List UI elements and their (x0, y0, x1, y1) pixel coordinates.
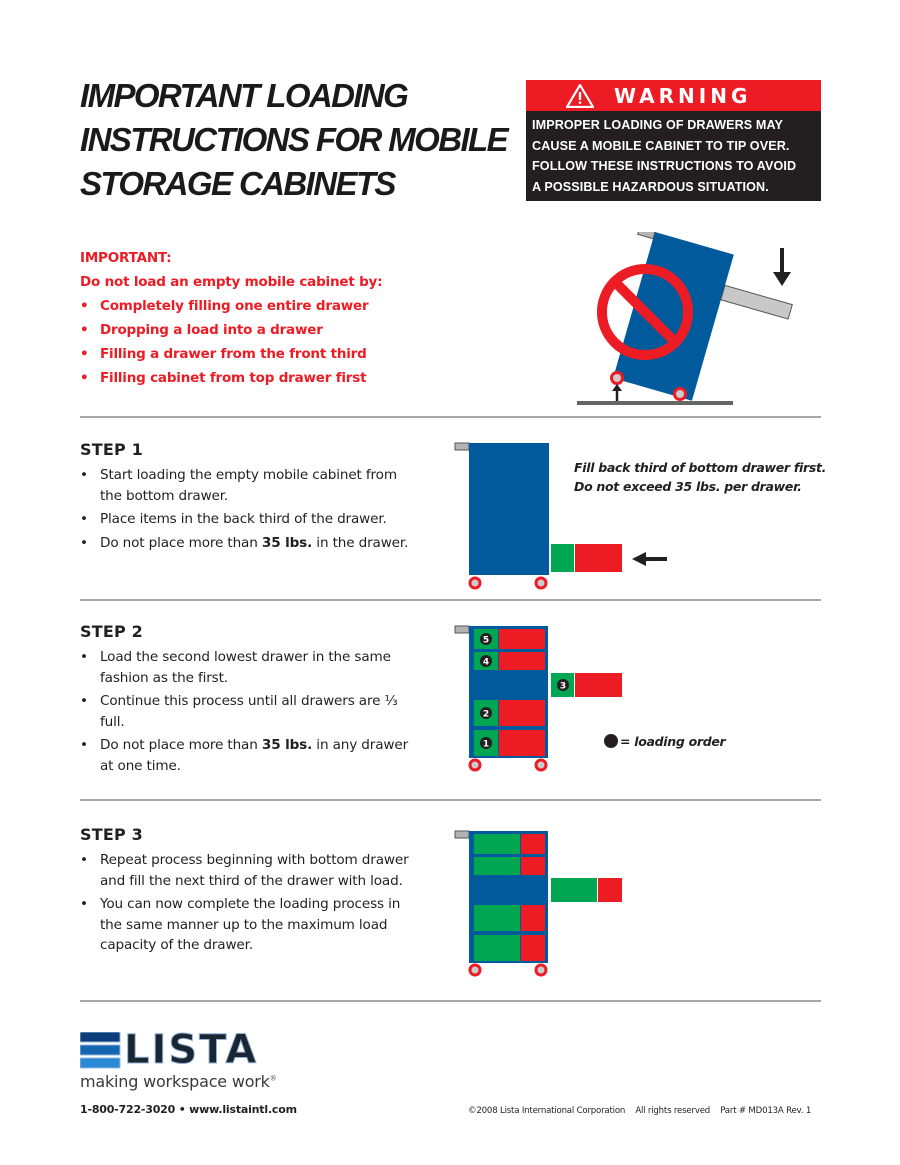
list-item-text: Repeat process beginning with bottom drawer and fill the next third of the drawer with load. (100, 852, 409, 889)
caption-line: Do not exceed 35 lbs. per drawer. (574, 479, 802, 494)
down-arrow-head (773, 272, 791, 286)
logo-stripes-icon (80, 1032, 122, 1070)
step-2 (80, 622, 410, 779)
step-1-caption (574, 458, 826, 496)
title-line-3: STORAGE CABINETS (80, 165, 395, 202)
warning-heading: WARNING (614, 83, 752, 108)
warning-line: CAUSE A MOBILE CABINET TO TIP OVER. (532, 138, 790, 153)
divider (80, 599, 821, 601)
bullet: • (80, 737, 88, 753)
text-segment: in the drawer. (312, 534, 409, 551)
list-item-text: Filling a drawer from the front third (100, 346, 367, 362)
text-segment: in any drawer at one time. (100, 737, 409, 774)
empty-section (575, 544, 622, 572)
wheel-icon (612, 373, 623, 384)
page-title (80, 74, 520, 206)
text-segment: Do not place more than (100, 737, 262, 753)
tagline-text: making workspace work (80, 1072, 270, 1091)
list-item (80, 366, 382, 390)
weight-limit: 35 lbs. (261, 534, 313, 551)
text-segment: Do not place more than (100, 534, 262, 551)
logo-wordmark: LISTA (124, 1027, 259, 1073)
copyright: ©2008 Lista International Corporation (468, 1106, 626, 1116)
list-item (80, 342, 382, 366)
step-3-diagram (450, 825, 640, 977)
registered-mark: ® (269, 1074, 277, 1083)
weight-limit: 35 lbs. (261, 737, 313, 753)
warning-triangle-icon (566, 84, 594, 108)
wheel-icon (536, 965, 546, 975)
svg-text:1: 1 (482, 739, 490, 750)
step-heading: STEP 3 (80, 825, 143, 844)
tagline (80, 1072, 277, 1091)
important-notice (80, 246, 382, 390)
list-item (80, 318, 382, 342)
wheel-icon (536, 760, 546, 770)
wheel-icon (675, 389, 686, 400)
bullet: • (80, 693, 88, 709)
bullet: • (80, 852, 88, 868)
bullet: • (80, 511, 88, 527)
legend-dot-icon (604, 734, 618, 748)
important-intro: Do not load an empty mobile cabinet by: (80, 274, 383, 290)
list-item (80, 647, 410, 688)
step-3 (80, 825, 410, 959)
list-item (80, 294, 382, 318)
warning-line: IMPROPER LOADING OF DRAWERS MAY (532, 118, 784, 132)
list-item (80, 894, 410, 956)
list-item (80, 850, 410, 891)
svg-text:2: 2 (482, 709, 490, 720)
list-item (80, 465, 410, 506)
bullet: • (80, 322, 89, 338)
left-arrow-icon (632, 552, 646, 566)
tipping-cabinet-illustration (570, 232, 810, 412)
svg-text:5: 5 (482, 635, 490, 646)
loading-order-legend: = loading order (620, 734, 726, 749)
list-item-text: Dropping a load into a drawer (100, 322, 323, 338)
part-number: Part # MD013A Rev. 1 (720, 1106, 812, 1116)
step-1 (80, 440, 410, 556)
list-item-text: Continue this process until all drawers are ⅓ full. (100, 693, 398, 730)
list-item-text: Start loading the empty mobile cabinet from the bottom drawer. (100, 467, 397, 504)
svg-text:4: 4 (482, 657, 490, 668)
step-heading: STEP 1 (80, 440, 143, 459)
list-item-text: You can now complete the loading process in the same manner up to the maximum load capacity of the drawer. (100, 896, 401, 953)
title-line-2: INSTRUCTIONS FOR MOBILE (80, 121, 508, 158)
divider (80, 799, 821, 801)
wheel-icon (536, 578, 546, 588)
bullet: • (80, 346, 89, 362)
list-item-text: Place items in the back third of the drawer. (100, 511, 387, 527)
list-item (80, 533, 410, 554)
list-item-text: Load the second lowest drawer in the same fashion as the first. (100, 649, 391, 686)
bullet: • (80, 298, 89, 314)
caption-line: Fill back third of bottom drawer first. (574, 460, 827, 475)
list-item (80, 509, 410, 530)
list-item-text: Filling cabinet from top drawer first (100, 370, 367, 386)
wheel-icon (470, 578, 480, 588)
divider (80, 416, 821, 418)
svg-text:3: 3 (559, 681, 567, 692)
warning-text (526, 111, 821, 197)
rights-reserved: All rights reserved (635, 1106, 711, 1116)
warning-line: FOLLOW THESE INSTRUCTIONS TO AVOID (532, 159, 797, 173)
wheel-icon (470, 965, 480, 975)
bullet: • (80, 370, 89, 386)
list-item-text (100, 735, 410, 776)
bullet: • (80, 649, 88, 665)
step-heading: STEP 2 (80, 622, 143, 641)
warning-line: A POSSIBLE HAZARDOUS SITUATION. (532, 179, 769, 194)
important-label: IMPORTANT: (80, 250, 172, 266)
list-item-text (100, 533, 408, 554)
divider (80, 1000, 821, 1002)
cabinet (469, 443, 549, 575)
step-2-diagram (450, 622, 640, 774)
tipped-cabinet (598, 232, 801, 412)
load-section (551, 544, 574, 572)
warning-box (526, 80, 821, 201)
title-line-1: IMPORTANT LOADING (80, 77, 408, 114)
list-item (80, 691, 410, 732)
list-item (80, 735, 410, 776)
list-item-text: Completely filling one entire drawer (100, 298, 369, 314)
warning-header (526, 80, 821, 111)
up-arrow-head (612, 384, 622, 391)
contact-info: 1-800-722-3020 • www.listaintl.com (80, 1103, 297, 1116)
bullet: • (80, 896, 88, 912)
wheel-icon (470, 760, 480, 770)
bullet: • (80, 467, 88, 483)
bullet: • (80, 534, 88, 551)
legal-notice (468, 1106, 811, 1116)
